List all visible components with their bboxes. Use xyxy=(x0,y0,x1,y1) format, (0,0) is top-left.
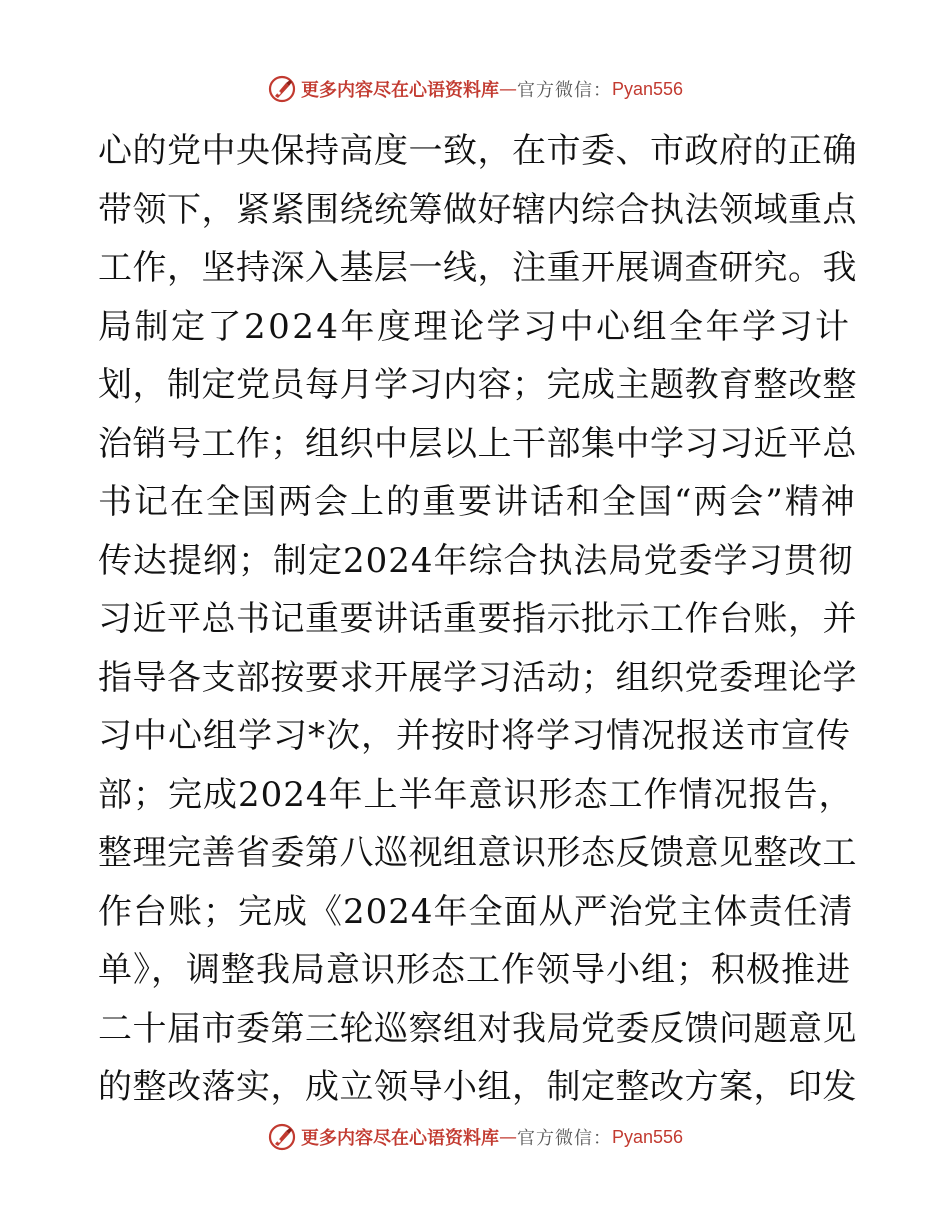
body-line: 习中心组学习*次，并按时将学习情况报送市宣传 xyxy=(98,716,851,756)
footer-watermark-banner xyxy=(0,1120,950,1154)
document-body xyxy=(98,122,858,1117)
banner-wechat-id: Pyan556 xyxy=(611,1126,684,1147)
body-line: 传达提纲；制定2024年综合执法局党委学习贯彻 xyxy=(98,540,854,581)
body-line: 心的党中央保持高度一致，在市委、市政府的正确 xyxy=(98,131,857,171)
body-line: 带领下，紧紧围绕统筹做好辖内综合执法领域重点 xyxy=(98,189,857,230)
banner-separator: — xyxy=(498,78,517,100)
banner-separator: — xyxy=(498,1126,517,1148)
body-line: 工作，坚持深入基层一线，注重开展调查研究。我 xyxy=(98,248,857,288)
body-line: 书记在全国两会上的重要讲话和全国“两会”精神 xyxy=(98,482,857,522)
pen-nib-logo-icon xyxy=(267,74,297,104)
body-line: 部；完成2024年上半年意识形态工作情况报告， xyxy=(98,774,854,815)
body-line: 单》，调整我局意识形态工作领导小组；积极推进 xyxy=(98,950,851,990)
body-line: 指导各支部按要求开展学习活动；组织党委理论学 xyxy=(98,657,857,698)
banner-wechat-label: 官方微信： xyxy=(516,80,612,101)
body-line: 的整改落实，成立领导小组，制定整改方案，印发 xyxy=(98,1067,857,1107)
body-line: 作台账；完成《2024年全面从严治党主体责任清 xyxy=(98,891,854,932)
banner-main-text: 更多内容尽在心语资料库 xyxy=(300,1128,499,1149)
banner-main-text: 更多内容尽在心语资料库 xyxy=(300,80,499,101)
banner-wechat-label: 官方微信： xyxy=(516,1128,612,1149)
body-line: 二十届市委第三轮巡察组对我局党委反馈问题意见 xyxy=(98,1008,857,1049)
body-line: 习近平总书记重要讲话重要指示批示工作台账，并 xyxy=(98,599,857,639)
body-line: 治销号工作；组织中层以上干部集中学习习近平总 xyxy=(98,423,857,464)
body-line: 局制定了2024年度理论学习中心组全年学习计 xyxy=(98,306,852,347)
banner-wechat-id: Pyan556 xyxy=(611,78,684,99)
header-watermark-banner xyxy=(0,72,950,106)
body-line: 整理完善省委第八巡视组意识形态反馈意见整改工 xyxy=(98,833,857,873)
pen-nib-logo-icon xyxy=(267,1122,297,1152)
body-line: 划，制定党员每月学习内容；完成主题教育整改整 xyxy=(98,365,857,405)
